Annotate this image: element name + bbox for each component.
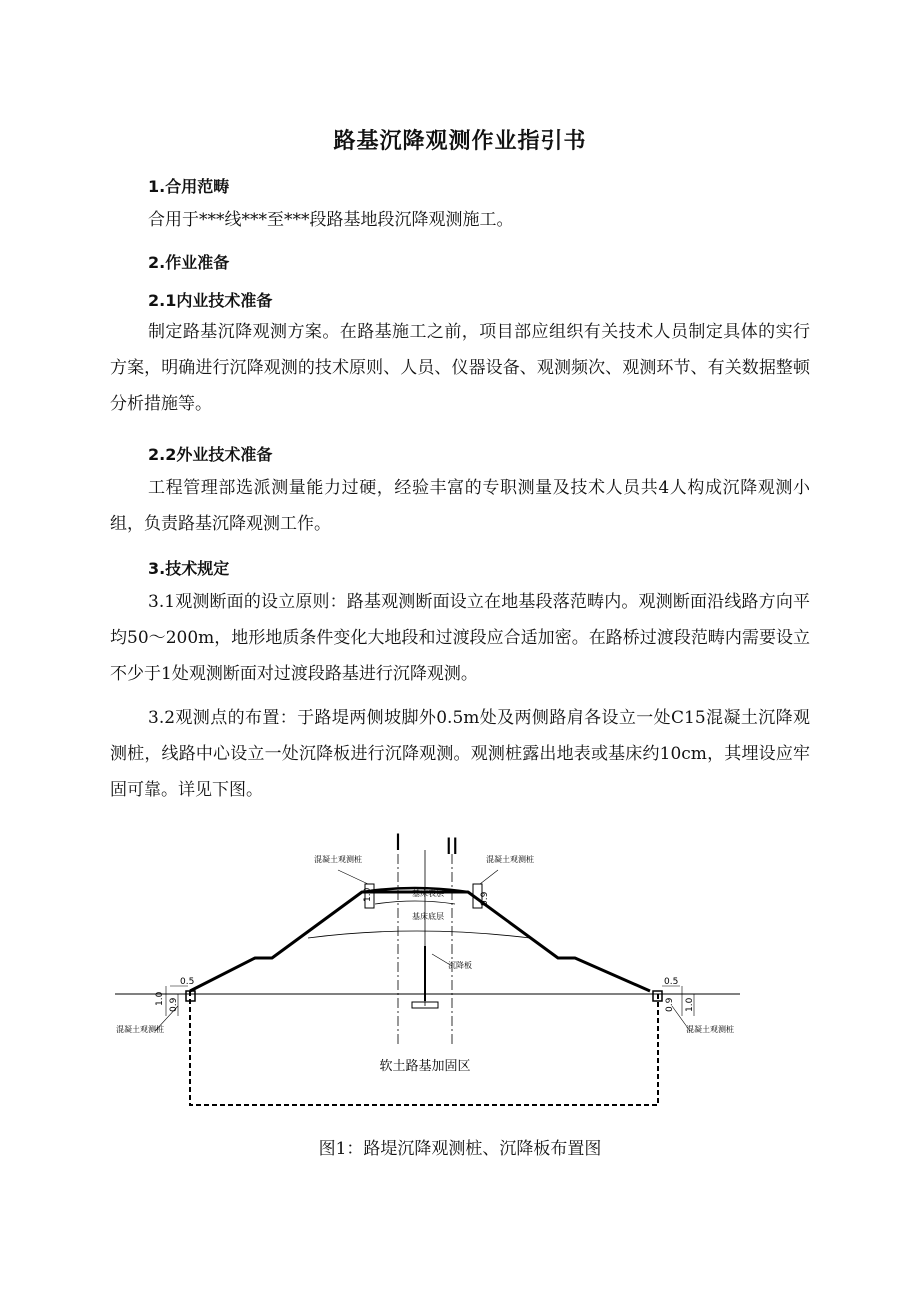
figure-caption: 图1：路堤沉降观测桩、沉降板布置图 — [318, 1139, 602, 1159]
pile-top-right-label: 混凝土观测桩 — [486, 855, 534, 864]
dim-label-top-left: 1.0 — [363, 887, 373, 902]
soft-zone-label: 软土路基加固区 — [379, 1059, 471, 1074]
section-1-text: 合用于***线***至***段路基地段沉降观测施工。 — [148, 210, 514, 230]
pile-bottom-left-label: 混凝土观测桩 — [116, 1025, 164, 1034]
surface-layer-label: 基床表层 — [412, 889, 444, 898]
dim-label-09-left: 0.9 — [169, 997, 179, 1012]
section-3-1-text: 3.1观测断面的设立原则：路基观测断面设立在地基段落范畴内。观测断面沿线路方向平均50～200m，地形地质条件变化大地段和过渡段应合适加密。在路桥过渡段范畴内需要设立不少于1处观测断面对过渡段路基进行沉降观测。 — [110, 592, 810, 684]
bottom-layer-label: 基床底层 — [412, 912, 444, 921]
section-2-label: II — [445, 835, 459, 860]
section-1-heading: 1.合用范畴 — [148, 177, 230, 196]
section-3-2-text: 3.2观测点的布置：于路堤两侧坡脚外0.5m处及两侧路肩各设立一处C15混凝土沉降观测桩，线路中心设立一处沉降板进行沉降观测。观测桩露出地表或基床约10cm，其埋设应牢固可靠。详见下图。 — [110, 708, 810, 800]
section-1-label: I — [394, 831, 402, 856]
embankment-diagram — [110, 826, 750, 1116]
page-title: 路基沉降观测作业指引书 — [333, 129, 587, 154]
section-2-1-heading: 2.1内业技术准备 — [148, 291, 273, 310]
section-2-2-heading: 2.2外业技术准备 — [148, 445, 273, 464]
dim-label-09-right: 0.9 — [665, 997, 675, 1012]
section-2-2-text: 工程管理部选派测量能力过硬，经验丰富的专职测量及技术人员共4人构成沉降观测小组，负责路基沉降观测工作。 — [110, 478, 810, 534]
pile-bottom-right-label: 混凝土观测桩 — [686, 1025, 734, 1034]
dim-label-05-left: 0.5 — [180, 977, 195, 987]
pile-top-left-label: 混凝土观测桩 — [314, 855, 362, 864]
dim-label-top-right: 0.9 — [480, 891, 490, 906]
section-3-heading: 3.技术规定 — [148, 559, 230, 578]
dim-label-10-right: 1.0 — [685, 997, 695, 1012]
section-2-heading: 2.作业准备 — [148, 253, 230, 272]
embankment-outline — [190, 892, 650, 991]
section-2-1-text: 制定路基沉降观测方案。在路基施工之前，项目部应组织有关技术人员制定具体的实行方案，明确进行沉降观测的技术原则、人员、仪器设备、观测频次、观测环节、有关数据整顿分析措施等。 — [110, 322, 810, 414]
settlement-plate-label: 沉降板 — [448, 961, 472, 970]
dim-label-10-left: 1.0 — [155, 991, 165, 1006]
bottom-layer-line — [308, 931, 530, 938]
surface-layer-line — [375, 901, 455, 904]
dim-label-05-right: 0.5 — [664, 977, 679, 987]
